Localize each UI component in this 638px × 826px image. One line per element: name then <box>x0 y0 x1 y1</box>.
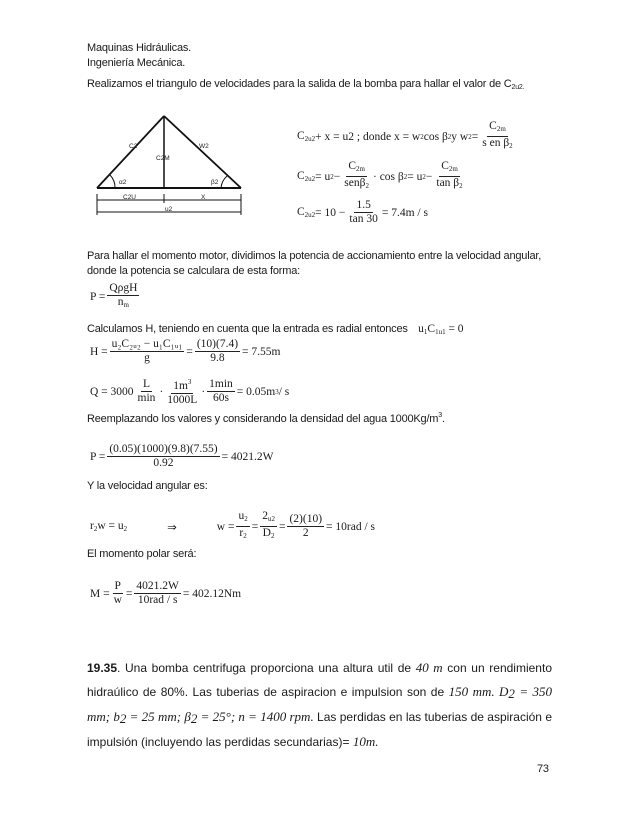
paragraph-momento-2: donde la potencia se calculara de esta forma: <box>87 265 300 277</box>
label-beta2: β2 <box>211 179 219 186</box>
paragraph-moment: El momento polar será: <box>87 548 197 560</box>
paragraph-momento: Para hallar el momento motor, dividimos la potencia de accionamiento entre la velocidad angular, <box>87 250 542 262</box>
eq-moment: M = $\frac{P}{w}$ = $\frac{4021.2W}{\text{10rad / s}}$ = 402.12Nm <box>90 580 242 606</box>
header-line-2: Ingeniería Mecánica. <box>87 57 186 69</box>
eq-c2u2-expansion: $C_{2u2}$ = u 2 − $\frac{C_{2m}}{sen\beta_2}$ · cos β 2 = u 2 − $\frac{C_{2m}}{\tan \beta_2}$ <box>297 160 463 190</box>
label-c2: C2 <box>129 143 138 150</box>
intro-text: Realizamos el triangulo de velocidades para la salida de la bomba para hallar el valor de $C_{2u2.}$ <box>87 78 525 91</box>
paragraph-head: Calculamos H, teniendo en cuenta que la entrada es radial entonces $u_1C_{1u1} = 0$ <box>87 323 464 336</box>
eq-flow: Q = 3000 $\frac{L}{\min}$ · $\frac{1m^3}{1000L}$ · $\frac{1\min}{60s}$ = 0.05m 3 / s <box>90 378 290 406</box>
paragraph-angular-velocity: Y la velocidad angular es: <box>87 480 208 492</box>
paragraph-reemplazando: Reemplazando los valores y considerando la densidad del agua $1000Kg/m^3$. <box>87 412 445 425</box>
label-c2m: C2M <box>156 155 170 162</box>
eq-power-result: P = $\frac{(0.05)(1000)(9.8)(7.55)}{0.92}$ = 4021.2W <box>90 443 274 469</box>
problem-19-35: 19.35. Una bomba centrifuga proporciona una altura util de 40 m con un rendimiento hidraúlico de 80%. Las tuberias de aspiracion e impulsion son de 150 mm. $D_2 = 350$ mm; $b_2 = 25$ mm; $\beta_2 = 25^\circ$; n = 1400 rpm. Las perdidas en las tuberias de aspiración e impulsión (incluyendo las perdidas secundarias)= 10m. <box>87 660 552 749</box>
label-w2: W2 <box>199 143 209 150</box>
eq-power-formula: P = $\frac{\text{QρgH}}{n_m}$ <box>90 282 138 309</box>
label-alpha2: α2 <box>119 179 127 186</box>
page-number: 73 <box>537 763 549 775</box>
velocity-triangle-diagram <box>93 100 245 220</box>
eq-c2u2-definition: $C_{2u2}$ + x = u2 ; donde x = w 2 cos β 2 y w 2 = $\frac{C_{2m}}{s en \beta_2}$ <box>297 120 513 150</box>
eq-c2u2-result: $C_{2u2}$ = 10 − $\frac{1.5}{\tan 30}$ = 7.4m / s <box>297 199 428 225</box>
label-u2: u2 <box>165 206 173 213</box>
eq-angular-velocity: $r_2w = u_2$ ⇒ w = $\frac{u_2}{r_2}$ = $\frac{2_{u2}}{D_2}$ = $\frac{(2)(10)}{2}$ = 10rad / s <box>90 510 375 540</box>
label-c2u: C2U <box>123 194 137 201</box>
eq-head: H = $\frac{\text{u₂C₂ᵤ₂ − u₁C₁ᵤ₁}}{g}$ = $\frac{(10)(7.4)}{9.8}$ = 7.55m <box>90 338 281 364</box>
header-line-1: Maquinas Hidráulicas. <box>87 42 192 54</box>
label-x: X <box>201 194 206 201</box>
